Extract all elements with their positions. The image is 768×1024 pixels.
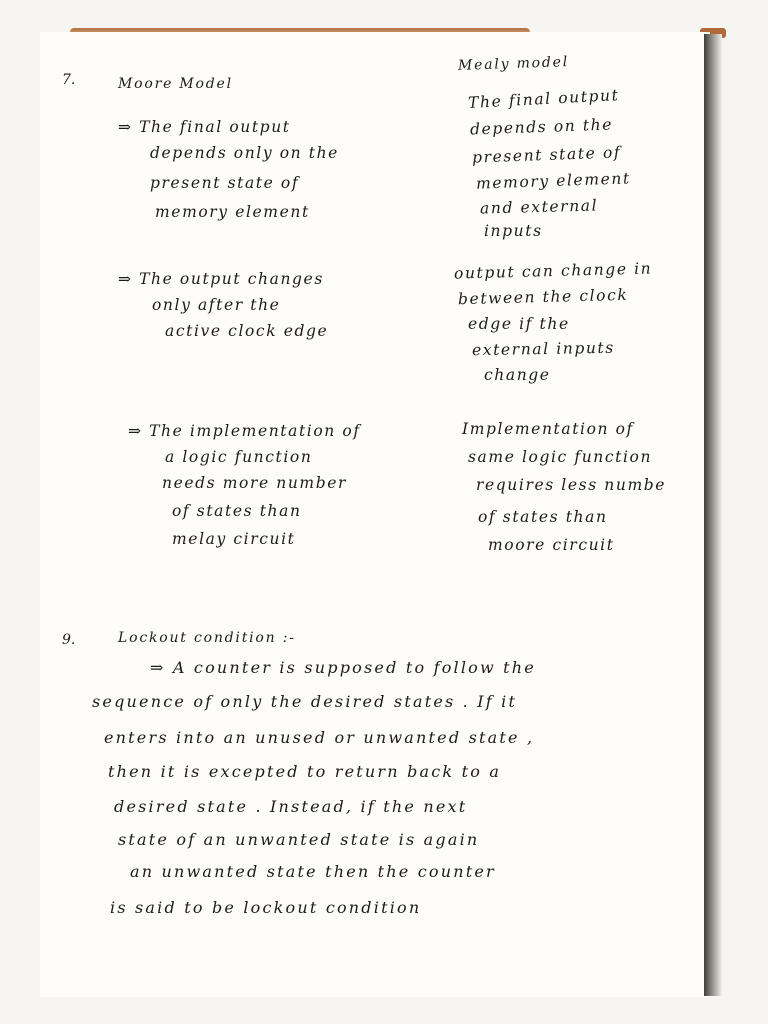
mealy-point-2-line: edge if the — [468, 315, 570, 333]
moore-heading: Moore Model — [118, 76, 233, 92]
mealy-heading: Mealy model — [457, 54, 570, 74]
mealy-point-2-line: change — [484, 366, 551, 384]
mealy-point-2-line: output can change in — [453, 259, 653, 283]
paragraph-line: sequence of only the desired states . If it — [92, 692, 518, 711]
paragraph-line: ⇒ A counter is supposed to follow the — [150, 658, 536, 677]
mealy-point-1-line: memory element — [475, 169, 632, 193]
paragraph-line: enters into an unused or unwanted state , — [104, 728, 535, 747]
moore-point-1-line: ⇒ The final output — [118, 118, 291, 136]
moore-point-2-line: ⇒ The output changes — [118, 270, 324, 288]
mealy-point-1-line: The final output — [467, 86, 620, 112]
mealy-point-1-line: and external — [479, 196, 599, 218]
question-number: 9. — [62, 632, 76, 648]
paragraph-line: an unwanted state then the counter — [130, 862, 496, 881]
mealy-point-3-line: Implementation of — [462, 420, 634, 438]
mealy-point-2-line: between the clock — [457, 285, 629, 309]
paragraph-line: state of an unwanted state is again — [118, 830, 480, 849]
moore-point-3-line: ⇒ The implementation of — [128, 422, 361, 440]
paragraph-line: is said to be lockout condition — [110, 898, 422, 917]
mealy-point-3-line: moore circuit — [488, 536, 615, 554]
mealy-point-3-line: requires less numbe — [476, 476, 667, 494]
mealy-point-1-line: depends on the — [469, 115, 614, 139]
moore-point-3-line: of states than — [172, 502, 302, 520]
mealy-point-3-line: of states than — [478, 508, 608, 526]
mealy-point-2-line: external inputs — [471, 338, 616, 360]
moore-point-1-line: memory element — [155, 203, 310, 221]
moore-point-2-line: active clock edge — [165, 322, 329, 340]
lockout-heading: Lockout condition :- — [118, 630, 296, 646]
moore-point-2-line: only after the — [152, 296, 281, 314]
notebook-spine — [704, 34, 722, 996]
mealy-point-1-line: present state of — [471, 143, 622, 167]
question-number: 7. — [62, 72, 76, 88]
moore-point-3-line: a logic function — [165, 448, 313, 466]
paragraph-line: then it is excepted to return back to a — [108, 762, 502, 781]
mealy-point-3-line: same logic function — [468, 448, 653, 466]
moore-point-3-line: needs more number — [162, 474, 348, 492]
moore-point-1-line: present state of — [150, 174, 300, 192]
moore-point-1-line: depends only on the — [150, 144, 339, 162]
moore-point-3-line: melay circuit — [172, 530, 296, 548]
paragraph-line: desired state . Instead, if the next — [114, 797, 468, 816]
mealy-point-1-line: inputs — [484, 222, 543, 240]
